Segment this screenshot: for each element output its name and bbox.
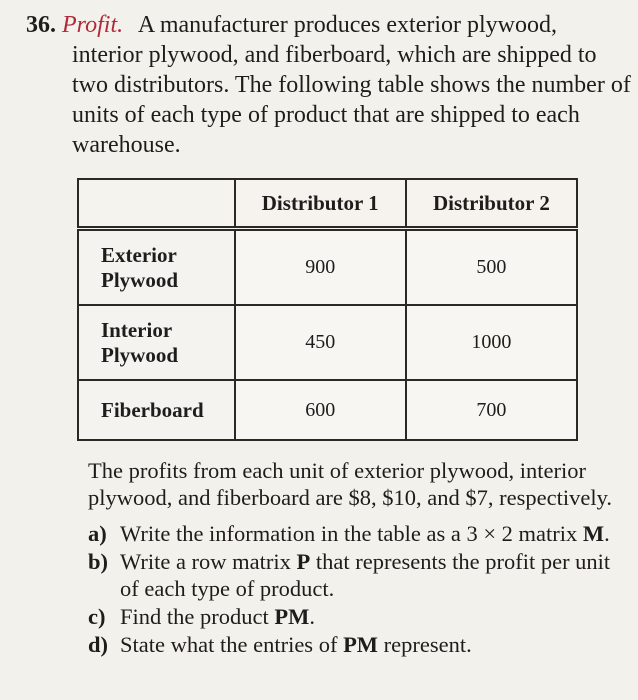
row-label-line: Plywood (101, 267, 179, 292)
cell-value: 700 (406, 380, 577, 440)
question-parts (88, 520, 628, 659)
table-corner-cell (78, 179, 235, 229)
problem-body: interior plywood, and fiberboard, which are shipped to two distributors. The following table shows the number of units of each type of product that are shipped to each warehouse. (72, 42, 631, 158)
question-part-d (88, 631, 628, 658)
cell-value: 500 (406, 229, 577, 306)
part-text: Find the product PM. (120, 604, 315, 629)
question-part-a (88, 520, 628, 547)
cell-value: 1000 (406, 305, 577, 380)
cell-value: 900 (235, 229, 406, 306)
problem-first-line: A manufacturer produces exterior plywood, (137, 12, 558, 38)
part-label: a) (88, 521, 107, 546)
row-label-line: Fiberboard (101, 397, 204, 422)
shipment-table (77, 178, 578, 441)
table-row (78, 229, 577, 306)
row-label-line: Interior (101, 317, 173, 342)
cell-value: 600 (235, 380, 406, 440)
problem-number: 36. (26, 12, 56, 38)
question-part-b (88, 548, 628, 602)
row-label-line: Plywood (101, 342, 179, 367)
table-row (78, 380, 577, 440)
question-part-c (88, 603, 628, 630)
cell-value: 450 (235, 305, 406, 380)
row-label-interior-plywood (78, 305, 235, 380)
row-label-line: Exterior (101, 242, 177, 267)
part-label: c) (88, 604, 106, 629)
table-header-row (78, 179, 577, 229)
table-row (78, 305, 577, 380)
part-text: State what the entries of PM represent. (120, 632, 472, 657)
problem-header (26, 10, 626, 40)
profits-paragraph: The profits from each unit of exterior plywood, interior plywood, and fiberboard are $8, $10, and $7, respectively. (88, 458, 613, 510)
row-label-exterior-plywood (78, 229, 235, 306)
part-label: d) (88, 632, 109, 657)
problem-keyword: Profit. (62, 12, 124, 38)
column-header-distributor-2: Distributor 2 (406, 179, 577, 229)
part-label: b) (88, 549, 109, 574)
column-header-distributor-1: Distributor 1 (235, 179, 406, 229)
row-label-fiberboard (78, 380, 235, 440)
part-text: Write the information in the table as a 3 × 2 matrix M. (120, 521, 610, 546)
part-text: Write a row matrix P that represents the profit per unit of each type of product. (120, 549, 611, 601)
